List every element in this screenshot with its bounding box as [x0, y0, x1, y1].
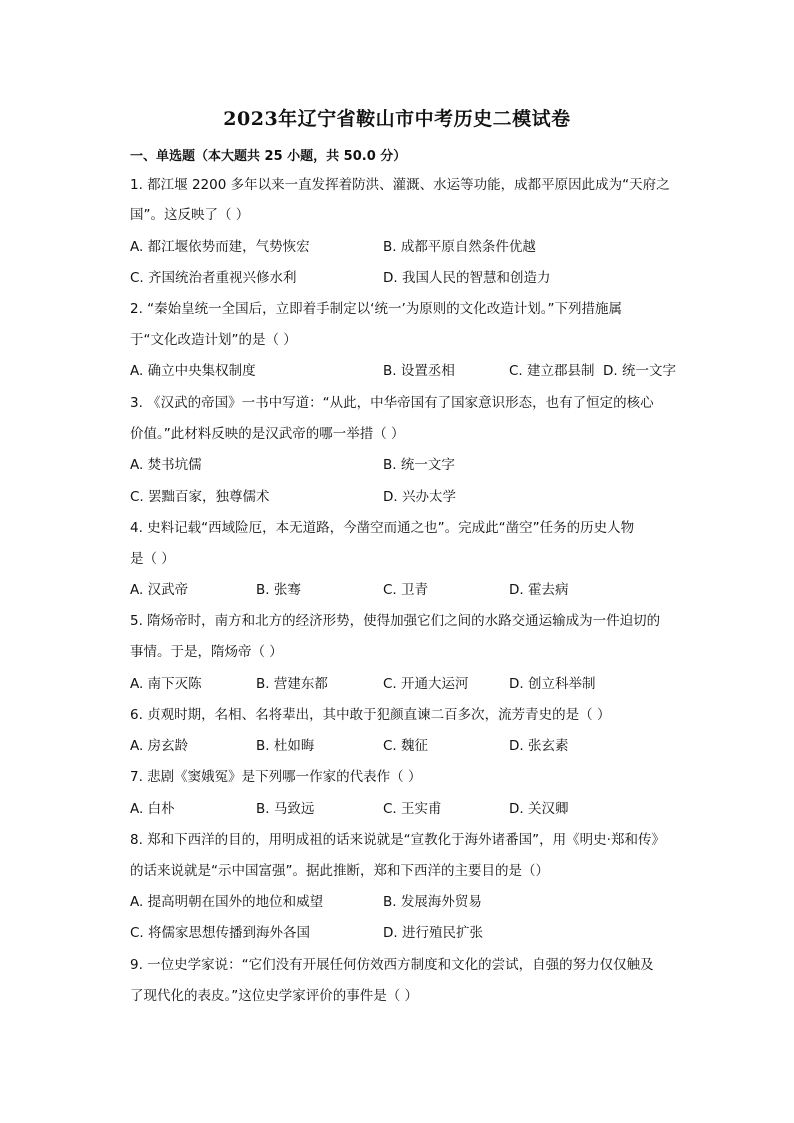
question-1-option-d: D. 我国人民的智慧和创造力	[383, 270, 551, 286]
question-4-option-d: D. 霍去病	[509, 582, 569, 598]
question-6-option-d: D. 张玄素	[509, 738, 569, 754]
question-5-text-line-1: 5. 隋炀帝时，南方和北方的经济形势，使得加强它们之间的水路交通运输成为一件迫切的	[130, 613, 661, 629]
question-5-option-c: C. 开通大运河	[383, 676, 469, 692]
question-3-option-c: C. 罢黜百家，独尊儒术	[130, 489, 270, 505]
question-3-option-d: D. 兴办太学	[383, 489, 456, 505]
question-5-option-b: B. 营建东都	[256, 676, 328, 692]
section-heading: 一、单选题（本大题共 25 小题，共 50.0 分）	[130, 149, 407, 164]
question-1-option-a: A. 都江堰依势而建，气势恢宏	[130, 239, 310, 255]
question-3-option-b: B. 统一文字	[383, 457, 455, 473]
question-4-option-c: C. 卫青	[383, 582, 429, 598]
question-4-option-a: A. 汉武帝	[130, 582, 189, 598]
question-5-option-a: A. 南下灭陈	[130, 676, 202, 692]
question-1-text-line-1: 1. 都江堰 2200 多年以来一直发挥着防洪、灌溉、水运等功能，成都平原因此成为“天府之	[130, 177, 670, 193]
question-8-option-b: B. 发展海外贸易	[383, 894, 482, 910]
question-9-text-line-1: 9. 一位史学家说：“它们没有开展任何仿效西方制度和文化的尝试，自强的努力仅仅触及	[130, 957, 654, 973]
question-6-option-a: A. 房玄龄	[130, 738, 189, 754]
question-7-text-line-1: 7. 悲剧《窦娥冤》是下列哪一作家的代表作（ ）	[130, 769, 422, 785]
question-7-option-d: D. 关汉卿	[509, 801, 569, 817]
question-6-option-c: C. 魏征	[383, 738, 429, 754]
page-title: 2023年辽宁省鞍山市中考历史二模试卷	[223, 108, 571, 130]
question-3-option-a: A. 焚书坑儒	[130, 457, 202, 473]
question-1-option-b: B. 成都平原自然条件优越	[383, 239, 536, 255]
question-1-text-line-2: 国”。这反映了（ ）	[130, 207, 250, 223]
question-8-text-line-2: 的话来说就是“示中国富强”。据此推断，郑和下西洋的主要目的是（）	[130, 863, 549, 879]
question-7-option-b: B. 马致远	[256, 801, 315, 817]
question-6-option-b: B. 杜如晦	[256, 738, 315, 754]
question-2-option-c: C. 建立郡县制	[509, 363, 595, 379]
question-8-text-line-1: 8. 郑和下西洋的目的，用明成祖的话来说就是“宣教化于海外诸番国”，用《明史·郑和传》	[130, 832, 665, 848]
question-3-text-line-2: 价值。”此材料反映的是汉武帝的哪一举措（ ）	[130, 426, 405, 442]
question-4-text-line-1: 4. 史料记载“西域险厄，本无道路，今凿空而通之也”。完成此“凿空”任务的历史人物	[130, 520, 635, 536]
question-8-option-d: D. 进行殖民扩张	[383, 925, 483, 941]
question-7-option-a: A. 白朴	[130, 801, 175, 817]
question-6-text-line-1: 6. 贞观时期，名相、名将辈出，其中敢于犯颜直谏二百多次，流芳青史的是（ ）	[130, 707, 611, 723]
question-4-option-b: B. 张骞	[256, 582, 301, 598]
question-9-text-line-2: 了现代化的表皮。”这位史学家评价的事件是（ ）	[130, 988, 419, 1004]
question-4-text-line-2: 是（ ）	[130, 551, 175, 567]
question-5-text-line-2: 事情。于是，隋炀帝（ ）	[130, 644, 283, 660]
question-3-text-line-1: 3. 《汉武的帝国》一书中写道：“从此，中华帝国有了国家意识形态，也有了恒定的核心	[130, 395, 654, 411]
question-1-option-c: C. 齐国统治者重视兴修水利	[130, 270, 297, 286]
question-2-text-line-1: 2. “秦始皇统一全国后，立即着手制定以‘统一’为原则的文化改造计划。”下列措施属	[130, 301, 622, 317]
question-2-option-d: D. 统一文字	[603, 363, 676, 379]
question-2-option-b: B. 设置丞相	[383, 363, 455, 379]
question-2-option-a: A. 确立中央集权制度	[130, 363, 256, 379]
question-7-option-c: C. 王实甫	[383, 801, 442, 817]
question-8-option-a: A. 提高明朝在国外的地位和威望	[130, 894, 324, 910]
question-8-option-c: C. 将儒家思想传播到海外各国	[130, 925, 311, 941]
question-5-option-d: D. 创立科举制	[509, 676, 596, 692]
question-2-text-line-2: 于“文化改造计划”的是（ ）	[130, 332, 297, 348]
